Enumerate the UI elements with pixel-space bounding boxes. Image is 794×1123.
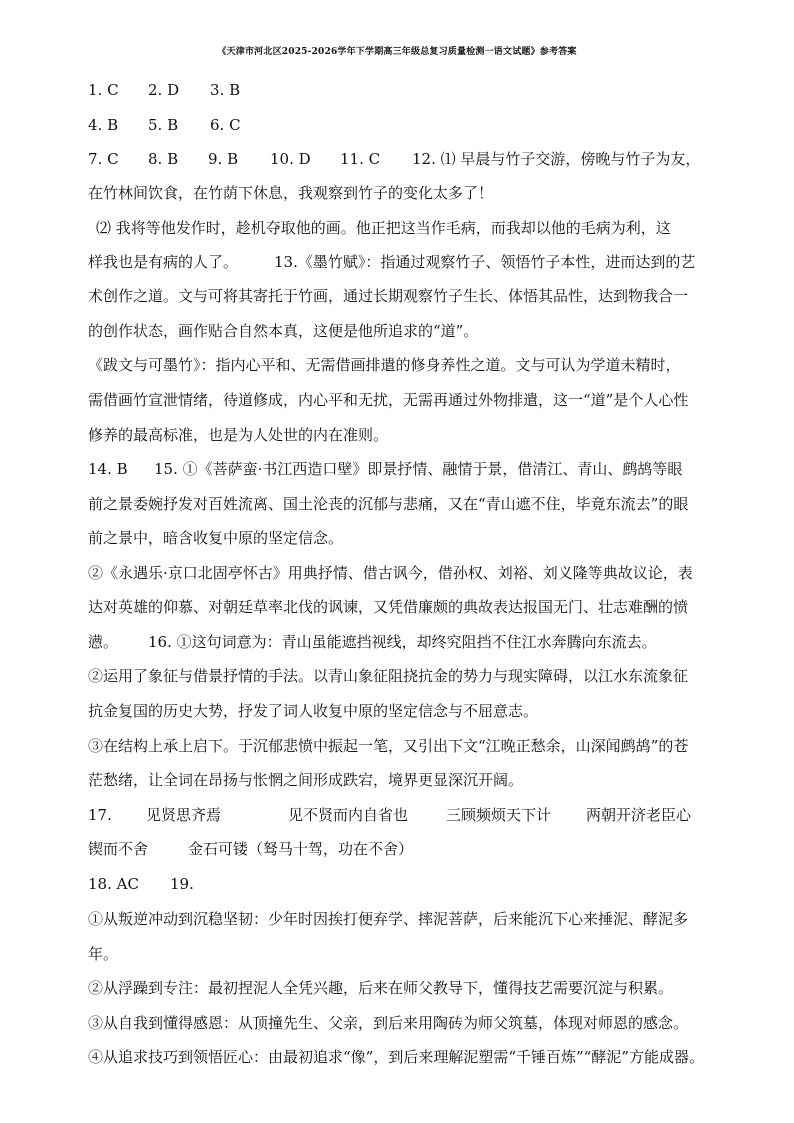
answer-10: 10. D <box>270 150 311 168</box>
q19-line-4: ③从自我到懂得感恩：从顶撞先生、父亲，到后来用陶砖为师父筑墓，体现对师恩的感念。 <box>88 1014 689 1032</box>
q12-13-line <box>88 252 695 272</box>
answer-row-2 <box>88 115 241 135</box>
q12-line-4: 样我也是有病的人了。 <box>88 253 239 271</box>
q17-blank-6: 金石可镂（驽马十驾，功在不舍） <box>188 840 414 858</box>
q12-line-2: 在竹林间饮食，在竹荫下休息，我观察到竹子的变化太多了！ <box>88 184 494 202</box>
answer-2: 2. D <box>148 81 180 99</box>
q13-line-2: 术创作之道。文与可将其寄托于竹画，通过长期观察竹子生长、体悟其品性，达到物我合一 <box>88 287 689 305</box>
q16-line-3: 抗金复国的历史大势，抒发了词人收复中原的坚定信念与不屈意志。 <box>88 702 539 720</box>
q16-line-4: ③在结构上承上启下。于沉郁悲愤中振起一笔，又引出下文“江晚正愁余，山深闻鹧鸪”的苍 <box>88 737 689 755</box>
q19-line-2: 年。 <box>88 945 119 963</box>
answer-14: 14. B <box>88 460 128 478</box>
answer-3: 3. B <box>210 81 241 99</box>
answer-18: 18. AC <box>88 875 139 893</box>
q13-line-5: 需借画竹宣泄情绪，待道修成，内心平和无扰，无需再通过外物排遣，这一“道”是个人心性 <box>88 391 689 409</box>
q15-line-6: 懑。 <box>88 633 119 651</box>
answer-4: 4. B <box>88 116 119 134</box>
answer-11: 11. C <box>340 150 381 168</box>
answer-row-1 <box>88 80 240 100</box>
q19-line-5: ④从追求技巧到领悟匠心：由最初追求“像”，到后来理解泥塑需“千锤百炼”“酵泥”方能成器。 <box>88 1048 705 1066</box>
page-title: 《天津市河北区2025-2026学年下学期高三年级总复习质量检测一语文试题》参考答案 <box>217 47 577 57</box>
q17-line-2 <box>88 839 413 859</box>
q12-line-3: ⑵ 我将等他发作时，趁机夺取他的画。他正把这当作毛病，而我却以他的毛病为利，这 <box>96 219 671 237</box>
answer-7: 7. C <box>88 150 119 168</box>
q13-line-1: 13.《墨竹赋》：指通过观察竹子、领悟竹子本性，进而达到的艺 <box>274 253 696 271</box>
q17-blank-1: 见贤思齐焉 <box>146 806 222 824</box>
q16-line-2: ②运用了象征与借景抒情的手法。以青山象征阻挠抗金的势力与现实障碍，以江水东流象征 <box>88 667 689 685</box>
q17-blank-2: 见不贤而内自省也 <box>288 806 409 824</box>
answer-5: 5. B <box>148 116 179 134</box>
q17-blank-5: 锲而不舍 <box>88 840 149 858</box>
q15-16-line <box>88 632 657 652</box>
q17-blank-3: 三顾频烦天下计 <box>446 806 552 824</box>
q15-line-2: 前之景委婉抒发对百姓流离、国土沦丧的沉郁与悲痛，又在“青山遮不住，毕竟东流去”的眼 <box>88 495 689 513</box>
q19-number: 19. <box>170 875 194 893</box>
q17-number: 17. <box>88 806 112 824</box>
q19-line-3: ②从浮躁到专注：最初捏泥人全凭兴趣，后来在师父教导下，懂得技艺需要沉淀与积累。 <box>88 979 674 997</box>
q17-line-1 <box>88 805 691 825</box>
answer-9: 9. B <box>208 150 239 168</box>
q17-blank-4: 两朝开济老臣心 <box>586 806 692 824</box>
q15-line-3: 前之景中，暗含收复中原的坚定信念。 <box>88 529 344 547</box>
q16-line-5: 茫愁绪，让全词在昂扬与怅惘之间形成跌宕，境界更显深沉开阔。 <box>88 771 524 789</box>
q13-line-6: 修养的最高标准，也是为人处世的内在准则。 <box>88 426 389 444</box>
q13-line-3: 的创作状态，画作贴合自然本真，这便是他所追求的“道”。 <box>88 322 479 340</box>
q19-line-1: ①从叛逆冲动到沉稳坚韧：少年时因挨打便弃学、摔泥菩萨，后来能沉下心来捶泥、酵泥多 <box>88 910 689 928</box>
q14-15-line <box>88 459 682 479</box>
q13-line-4: 《跋文与可墨竹》：指内心平和、无需借画排遣的修身养性之道。文与可认为学道未精时， <box>88 356 681 374</box>
answer-12-part1: 12. ⑴ 早晨与竹子交游，傍晚与竹子为友， <box>412 150 701 168</box>
answer-1: 1. C <box>88 81 119 99</box>
q16-line-1: 16. ①这句词意为：青山虽能遮挡视线，却终究阻挡不住江水奔腾向东流去。 <box>148 633 657 651</box>
answer-8: 8. B <box>148 150 179 168</box>
q18-19-line <box>88 874 194 894</box>
answer-6: 6. C <box>210 116 241 134</box>
q15-line-1: 15. ①《菩萨蛮·书江西造口壁》即景抒情、融情于景，借清江、青山、鹧鸪等眼 <box>154 460 683 478</box>
q15-line-5: 达对英雄的仰慕、对朝廷草率北伐的讽谏，又凭借廉颇的典故表达报国无门、壮志难酬的愤 <box>88 598 689 616</box>
q15-line-4: ②《永遇乐·京口北固亭怀古》用典抒情、借古讽今，借孙权、刘裕、刘义隆等典故议论，表 <box>88 564 693 582</box>
answer-row-3 <box>88 149 700 169</box>
